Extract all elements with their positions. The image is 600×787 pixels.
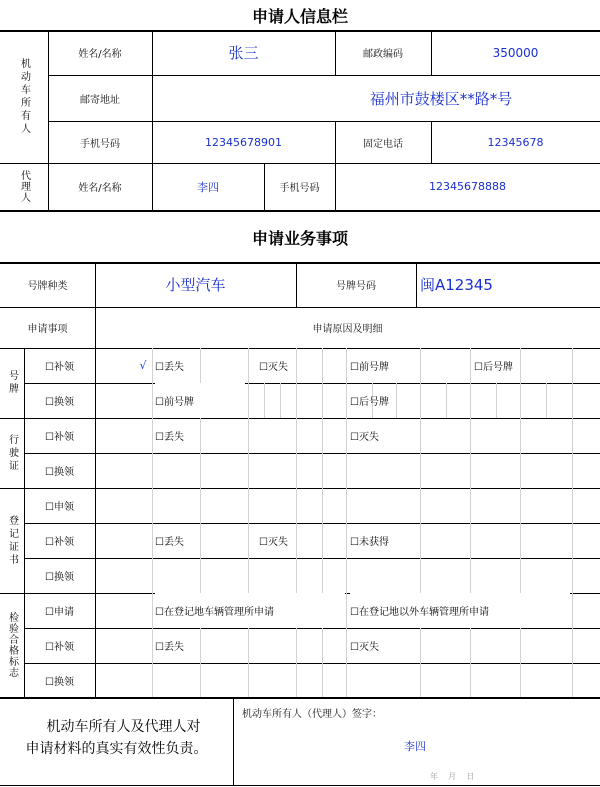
inner-grid-line <box>280 383 281 418</box>
license-group-label: 行驶证 <box>6 433 18 473</box>
inner-grid-line <box>496 383 497 418</box>
plate-group-label: 号牌 <box>6 370 18 396</box>
license-renew-checkbox[interactable]: ☐换领 <box>45 467 74 478</box>
landline-label: 固定电话 <box>363 138 403 150</box>
registration-destroyed-checkbox[interactable]: ☐灭失 <box>259 537 288 548</box>
inner-grid-line <box>546 383 547 418</box>
inspection-local-checkbox[interactable]: ☐在登记地车辆管理所申请 <box>155 593 345 628</box>
declaration-line-2: 申请材料的真实有效性负责。 <box>25 741 208 757</box>
declaration-text <box>0 716 233 766</box>
inner-grid-line <box>152 348 153 697</box>
inner-grid-line <box>346 348 347 697</box>
agent-name-label: 姓名/名称 <box>78 183 122 194</box>
matter-label: 申请事项 <box>27 324 68 335</box>
owner-mobile-field[interactable]: 12345678901 <box>205 135 282 149</box>
grid-line <box>24 453 600 454</box>
address-field[interactable]: 福州市鼓楼区**路*号 <box>369 89 513 108</box>
plate-rear-checkbox[interactable]: ☐后号牌 <box>474 362 513 373</box>
owner-name-field[interactable]: 张三 <box>228 44 259 62</box>
agent-side-label: 代理人 <box>18 170 30 203</box>
plate-reissue-checkmark: √ <box>139 359 147 372</box>
registration-lost-checkbox[interactable]: ☐丢失 <box>155 537 184 548</box>
plate-type-label: 号牌种类 <box>27 281 68 292</box>
registration-reissue-checkbox[interactable]: ☐补领 <box>45 537 74 548</box>
owner-name-label: 姓名/名称 <box>78 49 122 60</box>
inner-grid-line <box>248 348 249 697</box>
signature-date: 年 月 日 <box>430 771 475 781</box>
declaration-line-1: 机动车所有人及代理人对 <box>46 719 201 735</box>
license-destroyed-checkbox[interactable]: ☐灭失 <box>350 432 379 443</box>
applicant-info-title: 申请人信息栏 <box>251 6 348 26</box>
inspection-remote-checkbox[interactable]: ☐在登记地以外车辆管理所申请 <box>350 593 570 628</box>
agent-mobile-label: 手机号码 <box>279 183 320 194</box>
plate-number-label: 号牌号码 <box>336 281 376 292</box>
plate-renew-rear-checkbox[interactable]: ☐后号牌 <box>350 397 389 408</box>
inspection-reissue-checkbox[interactable]: ☐补领 <box>45 642 74 653</box>
section1-bottom-border <box>0 210 600 212</box>
plate-destroyed-checkbox[interactable]: ☐灭失 <box>259 362 288 373</box>
postcode-label: 邮政编码 <box>363 49 403 60</box>
registration-group-label: 登记证书 <box>6 514 18 567</box>
grid-line <box>416 262 417 307</box>
plate-front-checkbox[interactable]: ☐前号牌 <box>350 362 389 373</box>
postcode-field[interactable]: 350000 <box>492 45 539 60</box>
agent-mobile-field[interactable]: 12345678888 <box>429 180 506 193</box>
address-label: 邮寄地址 <box>80 94 120 106</box>
signature-label: 机动车所有人（代理人）签字： <box>242 708 382 720</box>
registration-not-obtained-checkbox[interactable]: ☐未获得 <box>350 537 389 548</box>
inner-grid-line <box>264 383 265 418</box>
plate-reissue-checkbox[interactable]: ☐补领 <box>45 362 74 373</box>
inner-grid-line <box>470 348 471 697</box>
inner-grid-line <box>520 348 521 697</box>
landline-field[interactable]: 12345678 <box>487 135 544 149</box>
inner-grid-line <box>446 383 447 418</box>
registration-renew-checkbox[interactable]: ☐换领 <box>45 572 74 583</box>
plate-type-field[interactable]: 小型汽车 <box>165 276 226 294</box>
plate-number-field[interactable]: 闽A12345 <box>420 276 493 294</box>
signature-field[interactable]: 李四 <box>404 740 426 753</box>
inner-grid-line <box>572 348 573 697</box>
inspection-destroyed-checkbox[interactable]: ☐灭失 <box>350 642 379 653</box>
license-reissue-checkbox[interactable]: ☐补领 <box>45 432 74 443</box>
inspection-group-label: 检验合格标志 <box>6 612 18 678</box>
grid-line <box>24 663 600 664</box>
business-matters-title: 申请业务事项 <box>251 228 348 248</box>
owner-mobile-label: 手机号码 <box>80 138 120 150</box>
plate-renew-front-checkbox[interactable]: ☐前号牌 <box>155 383 245 418</box>
inspection-lost-checkbox[interactable]: ☐丢失 <box>155 642 184 653</box>
license-lost-checkbox[interactable]: ☐丢失 <box>155 432 184 443</box>
grid-line <box>95 348 96 697</box>
grid-line <box>233 697 234 785</box>
plate-renew-checkbox[interactable]: ☐换领 <box>45 397 74 408</box>
grid-line <box>24 558 600 559</box>
grid-line <box>24 628 600 629</box>
plate-lost-checkbox[interactable]: ☐丢失 <box>155 362 184 373</box>
inspection-apply-checkbox[interactable]: ☐申请 <box>45 607 74 618</box>
registration-apply-checkbox[interactable]: ☐申领 <box>45 502 74 513</box>
owner-side-label: 机动车所有人 <box>18 57 30 136</box>
inspection-renew-checkbox[interactable]: ☐换领 <box>45 676 74 688</box>
agent-name-field[interactable]: 李四 <box>197 180 219 194</box>
grid-line <box>24 383 600 384</box>
reason-label: 申请原因及明细 <box>312 324 383 335</box>
footer-bottom-border <box>0 785 600 786</box>
section2-bottom-border <box>0 697 600 699</box>
